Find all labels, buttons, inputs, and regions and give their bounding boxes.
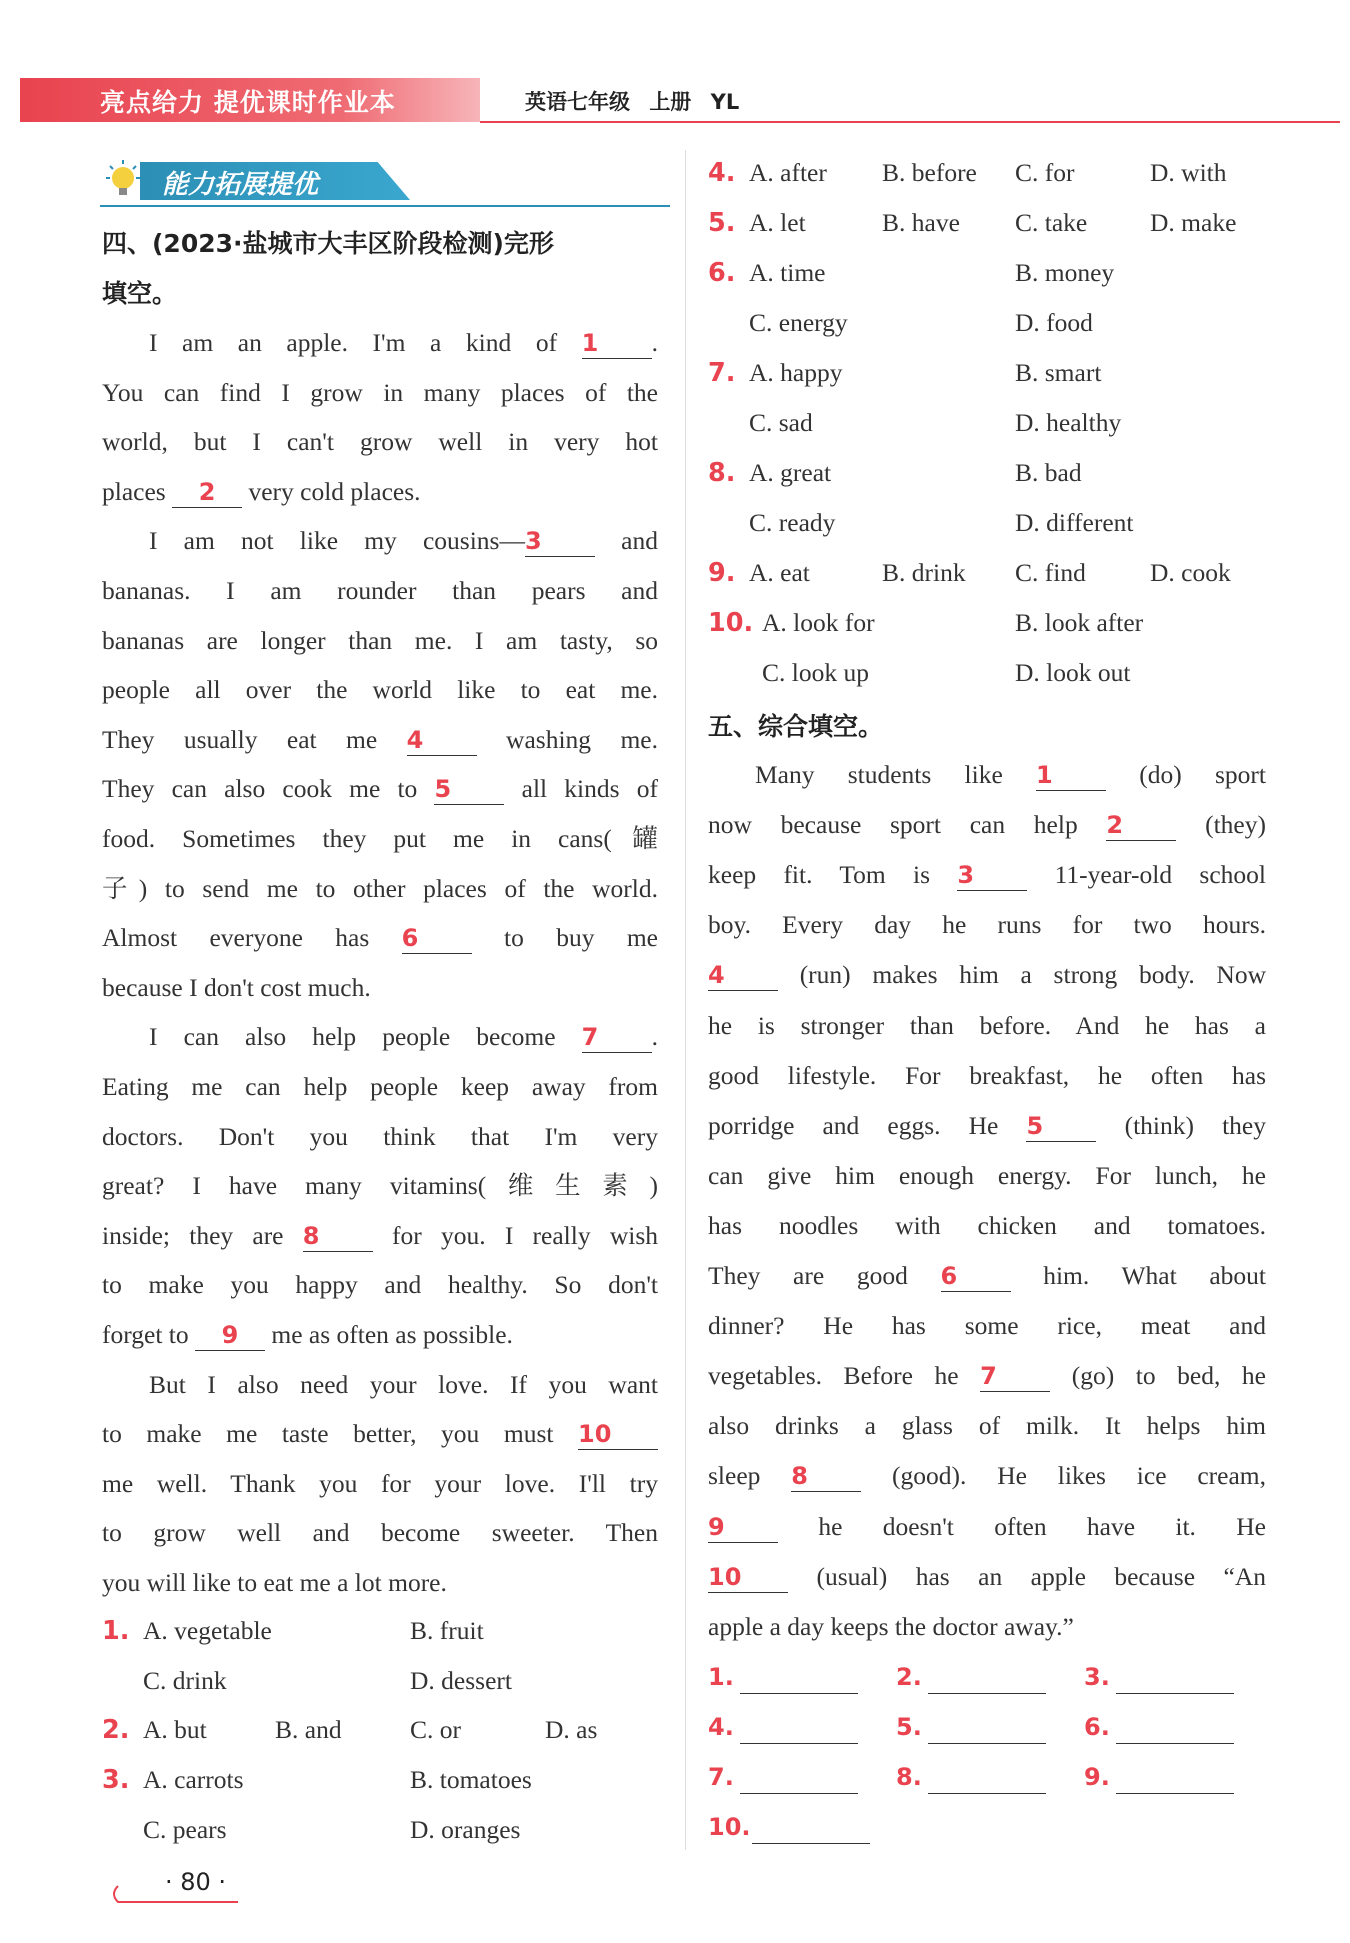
- option-c: C. pears: [143, 1815, 227, 1844]
- blank-9: 9: [708, 1512, 778, 1543]
- option-c: C. energy: [749, 308, 848, 337]
- blank-1: 1: [582, 328, 652, 359]
- option-b: B. bad: [1015, 458, 1082, 487]
- answer-slot: [1084, 1710, 1234, 1744]
- option-number: 2.: [102, 1715, 130, 1745]
- option-b: B. look after: [1015, 608, 1144, 637]
- passage-line: 4 (run) makes him a strong body. Now: [708, 960, 1266, 990]
- answer-slot: [708, 1710, 858, 1744]
- passage-line: They usually eat me 4 washing me.: [102, 724, 658, 754]
- answer-number: 9.: [1084, 1763, 1110, 1791]
- passage-line: can give him enough energy. For lunch, he: [708, 1160, 1266, 1190]
- subject-label: 英语七年级: [525, 90, 630, 114]
- lightbulb-icon: [100, 158, 146, 204]
- blank-8: 8: [791, 1461, 861, 1492]
- answer-slot: [708, 1660, 858, 1694]
- answer-number: 7.: [708, 1763, 734, 1791]
- section-banner: [100, 158, 415, 204]
- option-b: B. tomatoes: [410, 1765, 532, 1794]
- answer-blank: [928, 1765, 1046, 1794]
- option-c: C. take: [1015, 208, 1088, 237]
- passage-line: me well. Thank you for your love. I'll try: [102, 1468, 658, 1498]
- passage-line: I can also help people become 7 .: [149, 1022, 658, 1052]
- option-number: 9.: [708, 558, 736, 588]
- answer-number: 6.: [1084, 1713, 1110, 1741]
- option-c: C. ready: [749, 508, 836, 537]
- blank-3: 3: [525, 526, 595, 557]
- option-a: A. let: [749, 208, 806, 237]
- passage-line: apple a day keeps the doctor away.”: [708, 1611, 1074, 1641]
- answer-blank: [1116, 1665, 1234, 1694]
- passage-line: I am not like my cousins—3 and: [149, 526, 658, 556]
- blank-8: 8: [303, 1221, 373, 1252]
- answer-slot: [896, 1660, 1046, 1694]
- option-a: A. time: [749, 258, 826, 287]
- option-d: D. look out: [1015, 658, 1131, 687]
- answer-blank: [1116, 1765, 1234, 1794]
- blank-5: 5: [434, 774, 504, 805]
- blank-3: 3: [957, 860, 1027, 891]
- passage-line: to grow well and become sweeter. Then: [102, 1518, 658, 1548]
- option-d: D. food: [1015, 308, 1093, 337]
- answer-blank: [1116, 1715, 1234, 1744]
- option-number: 10.: [708, 608, 754, 638]
- answer-slot: [1084, 1660, 1234, 1694]
- passage-line: doctors. Don't you think that I'm very: [102, 1121, 658, 1151]
- option-a: A. carrots: [143, 1765, 244, 1794]
- answer-number: 10.: [708, 1813, 751, 1841]
- option-a: A. great: [749, 458, 832, 487]
- column-divider: [685, 150, 686, 1850]
- passage-line: inside; they are 8 for you. I really wish: [102, 1220, 659, 1250]
- header-subject-info: [525, 86, 739, 116]
- option-d: D. as: [545, 1715, 598, 1744]
- blank-10: 10: [708, 1562, 788, 1593]
- blank-6: 6: [941, 1261, 1011, 1292]
- passage-line: They can also cook me to 5 all kinds of: [102, 774, 658, 804]
- passage-line: because I don't cost much.: [102, 972, 371, 1002]
- blank-6: 6: [402, 923, 472, 954]
- blank-2: 2: [1106, 810, 1176, 841]
- volume-label: 上册: [649, 90, 692, 114]
- option-c: C. or: [410, 1715, 461, 1744]
- passage-line: world, but I can't grow well in very hot: [102, 427, 658, 457]
- section-underline: [100, 205, 670, 207]
- option-b: B. before: [882, 158, 977, 187]
- passage-line: But I also need your love. If you want: [149, 1369, 658, 1399]
- answer-slot: [708, 1760, 858, 1794]
- option-d: D. different: [1015, 508, 1134, 537]
- option-a: A. vegetable: [143, 1616, 272, 1645]
- answer-blank: [740, 1715, 858, 1744]
- answer-number: 2.: [896, 1663, 922, 1691]
- answer-number: 3.: [1084, 1663, 1110, 1691]
- part4-heading: 四、(2023·盐城市大丰区阶段检测)完形: [102, 229, 554, 258]
- answer-number: 4.: [708, 1713, 734, 1741]
- passage-line: to make me taste better, you must 10: [102, 1417, 658, 1451]
- option-d: D. healthy: [1015, 408, 1122, 437]
- option-b: B. fruit: [410, 1616, 484, 1645]
- option-b: B. and: [275, 1715, 342, 1744]
- passage-line: he is stronger than before. And he has a: [708, 1010, 1266, 1040]
- passage-line: has noodles with chicken and tomatoes.: [708, 1210, 1266, 1240]
- answer-slot: [896, 1760, 1046, 1794]
- passage-line: They are good 6 him. What about: [708, 1261, 1266, 1290]
- option-number: 4.: [708, 158, 736, 188]
- passage-line: porridge and eggs. He 5 (think) they: [708, 1110, 1266, 1140]
- option-d: D. with: [1150, 158, 1227, 187]
- edition-label: YL: [710, 90, 740, 114]
- answer-number: 8.: [896, 1763, 922, 1791]
- option-d: D. cook: [1150, 558, 1231, 587]
- option-number: 1.: [102, 1616, 130, 1646]
- option-a: A. look for: [762, 608, 875, 637]
- blank-4: 4: [407, 725, 477, 756]
- answer-blank: [740, 1665, 858, 1694]
- option-d: D. dessert: [410, 1666, 512, 1695]
- option-d: D. make: [1150, 208, 1237, 237]
- answer-number: 1.: [708, 1663, 734, 1691]
- banner-label: 能力拓展提优: [162, 170, 319, 200]
- blank-1: 1: [1036, 760, 1106, 791]
- part4-heading-cont: 填空。: [102, 279, 178, 308]
- passage-line: dinner? He has some rice, meat and: [708, 1311, 1266, 1341]
- passage-line: bananas are longer than me. I am tasty, so: [102, 625, 658, 655]
- option-c: C. find: [1015, 558, 1086, 587]
- passage-line: Almost everyone has 6 to buy me: [102, 923, 658, 953]
- option-b: B. have: [882, 208, 960, 237]
- passage-line: also drinks a glass of milk. It helps him: [708, 1411, 1266, 1441]
- passage-line: 10 (usual) has an apple because “An: [708, 1561, 1266, 1591]
- option-b: B. money: [1015, 258, 1115, 287]
- page-number: · 80 ·: [165, 1868, 227, 1896]
- option-number: 6.: [708, 258, 736, 288]
- answer-slot: [708, 1810, 870, 1844]
- passage-line: good lifestyle. For breakfast, he often has: [708, 1060, 1266, 1090]
- passage-line: Many students like 1 (do) sport: [755, 760, 1266, 789]
- part5-heading: 五、综合填空。: [708, 712, 884, 741]
- blank-10: 10: [578, 1419, 658, 1450]
- answer-slot: [896, 1710, 1046, 1744]
- option-b: B. drink: [882, 558, 966, 587]
- passage-line: bananas. I am rounder than pears and: [102, 576, 658, 605]
- passage-line: 9 he doesn't often have it. He: [708, 1511, 1266, 1541]
- passage-line: sleep 8 (good). He likes ice cream,: [708, 1461, 1266, 1491]
- blank-5: 5: [1026, 1111, 1096, 1142]
- option-number: 7.: [708, 358, 736, 388]
- answer-blank: [740, 1765, 858, 1794]
- answer-number: 5.: [896, 1713, 922, 1741]
- passage-line: Eating me can help people keep away from: [102, 1072, 658, 1101]
- blank-7: 7: [582, 1022, 652, 1053]
- blank-7: 7: [980, 1361, 1050, 1392]
- option-a: A. after: [749, 158, 827, 187]
- blank-2: 2: [172, 477, 242, 508]
- answer-blank: [752, 1815, 870, 1844]
- passage-line: forget to 9 me as often as possible.: [102, 1320, 513, 1349]
- passage-line: boy. Every day he runs for two hours.: [708, 910, 1266, 940]
- header-divider: [480, 121, 1340, 123]
- answer-slot: [1084, 1760, 1234, 1794]
- option-a: A. eat: [749, 558, 810, 587]
- option-a: A. but: [143, 1715, 207, 1744]
- passage-line: to make you happy and healthy. So don't: [102, 1270, 658, 1300]
- passage-line: you will like to eat me a lot more.: [102, 1568, 447, 1597]
- passage-line: You can find I grow in many places of the: [102, 377, 658, 407]
- option-c: C. sad: [749, 408, 813, 437]
- option-c: C. drink: [143, 1666, 227, 1695]
- passage-line: I am an apple. I'm a kind of 1 .: [149, 328, 658, 357]
- passage-line: people all over the world like to eat me.: [102, 675, 658, 705]
- passage-line: keep fit. Tom is 3 11-year-old school: [708, 860, 1266, 890]
- passage-line: 子) to send me to other places of the world.: [102, 873, 658, 903]
- option-a: A. happy: [749, 358, 843, 387]
- option-c: C. look up: [762, 658, 869, 687]
- option-b: B. smart: [1015, 358, 1102, 387]
- answer-blank: [928, 1715, 1046, 1744]
- passage-line: food. Sometimes they put me in cans(罐: [102, 824, 658, 853]
- passage-line: great? I have many vitamins(维生素): [102, 1171, 658, 1201]
- passage-line: places 2 very cold places.: [102, 476, 421, 506]
- passage-line: vegetables. Before he 7 (go) to bed, he: [708, 1361, 1266, 1391]
- book-title: 亮点给力 提优课时作业本: [100, 88, 396, 117]
- passage-line: now because sport can help 2 (they): [708, 810, 1266, 840]
- answer-blank: [928, 1665, 1046, 1694]
- option-c: C. for: [1015, 158, 1075, 187]
- option-number: 8.: [708, 458, 736, 488]
- option-number: 3.: [102, 1765, 130, 1795]
- blank-9: 9: [195, 1320, 265, 1351]
- option-number: 5.: [708, 208, 736, 238]
- option-d: D. oranges: [410, 1815, 521, 1844]
- blank-4: 4: [708, 960, 778, 991]
